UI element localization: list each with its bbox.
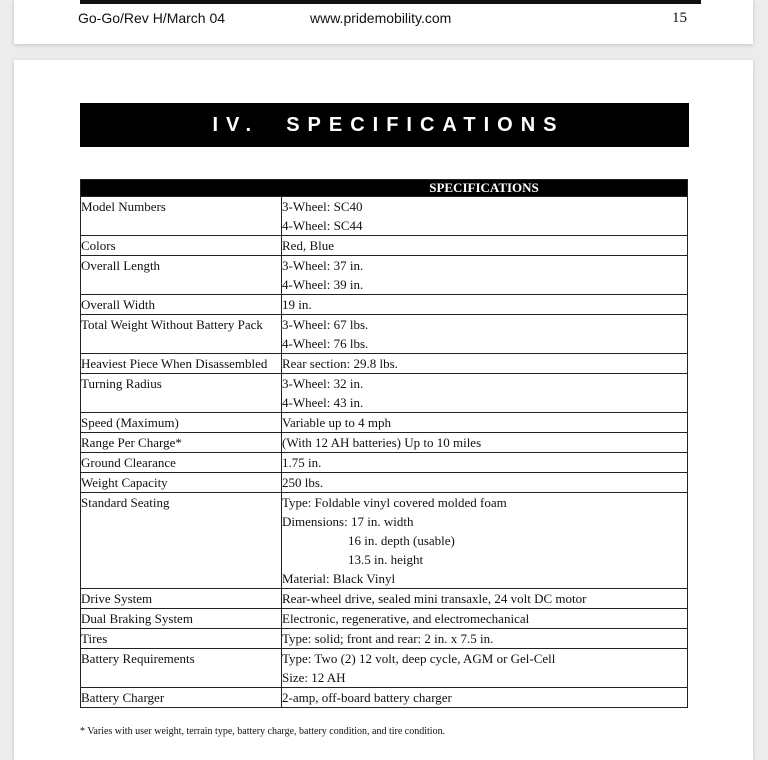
spec-value-line: 250 lbs. [282, 475, 324, 490]
spec-value [282, 295, 688, 315]
document-page [14, 60, 753, 760]
spec-value [282, 493, 688, 589]
header-document-id: Go-Go/Rev H/March 04 [78, 10, 226, 26]
spec-value-line: Type: solid; front and rear: 2 in. x 7.5 in. [282, 631, 494, 646]
table-row [81, 493, 688, 589]
spec-label [81, 315, 282, 354]
spec-label-text: Tires [81, 631, 108, 646]
spec-label-text: Range Per Charge* [81, 435, 182, 450]
table-row [81, 413, 688, 433]
spec-value [282, 688, 688, 708]
spec-value-line: 4-Wheel: SC44 [282, 218, 363, 233]
spec-label-text: Battery Requirements [81, 651, 195, 666]
spec-value-line: Rear-wheel drive, sealed mini transaxle, 24 volt DC motor [282, 591, 587, 606]
spec-label [81, 413, 282, 433]
spec-value-line: Type: Foldable vinyl covered molded foam [282, 495, 507, 510]
spec-value [282, 629, 688, 649]
spec-value-line: 2-amp, off-board battery charger [282, 690, 452, 705]
spec-value [282, 256, 688, 295]
spec-value-line: 1.75 in. [282, 455, 322, 470]
spec-value [282, 453, 688, 473]
spec-label [81, 493, 282, 589]
spec-value [282, 609, 688, 629]
spec-value-line: 3-Wheel: 32 in. [282, 376, 364, 391]
section-banner [80, 103, 689, 147]
spec-value-line: 4-Wheel: 43 in. [282, 395, 364, 410]
spec-value-line: Variable up to 4 mph [282, 415, 392, 430]
spec-value-line: 3-Wheel: SC40 [282, 199, 363, 214]
spec-label-text: Speed (Maximum) [81, 415, 179, 430]
spec-label-text: Overall Width [81, 297, 155, 312]
footnote: * Varies with user weight, terrain type, battery charge, battery condition, and tire condition. [80, 726, 446, 737]
spec-value [282, 354, 688, 374]
table-body [81, 197, 688, 708]
spec-label-text: Overall Length [81, 258, 161, 273]
spec-value [282, 413, 688, 433]
spec-label-text: Drive System [81, 591, 153, 606]
spec-value-line: 3-Wheel: 37 in. [282, 258, 364, 273]
spec-label-text: Dual Braking System [81, 611, 193, 626]
spec-label [81, 629, 282, 649]
spec-value-line: 13.5 in. height [348, 552, 424, 567]
spec-label-text: Heaviest Piece When Disassembled [81, 356, 268, 371]
spec-label [81, 688, 282, 708]
spec-label-text: Model Numbers [81, 199, 166, 214]
spec-value-line: 4-Wheel: 76 lbs. [282, 336, 369, 351]
spec-value [282, 236, 688, 256]
table-heading: SPECIFICATIONS [81, 180, 688, 197]
spec-label-text: Standard Seating [81, 495, 170, 510]
table-row [81, 453, 688, 473]
table-row [81, 629, 688, 649]
spec-label-text: Battery Charger [81, 690, 165, 705]
table-row [81, 374, 688, 413]
spec-value-line: 19 in. [282, 297, 312, 312]
table-row [81, 197, 688, 236]
table-row [81, 589, 688, 609]
section-title: IV. SPECIFICATIONS [212, 113, 565, 136]
spec-label [81, 473, 282, 493]
spec-value [282, 649, 688, 688]
table-row [81, 473, 688, 493]
spec-value [282, 589, 688, 609]
spec-value [282, 473, 688, 493]
spec-label [81, 453, 282, 473]
spec-value-line: Size: 12 AH [282, 670, 346, 685]
table-row [81, 609, 688, 629]
table-row [81, 433, 688, 453]
header-rule [80, 0, 701, 4]
spec-value-line: (With 12 AH batteries) Up to 10 miles [282, 435, 482, 450]
spec-label-text: Colors [81, 238, 116, 253]
spec-value-line: Type: Two (2) 12 volt, deep cycle, AGM or Gel-Cell [282, 651, 556, 666]
table-header-row [81, 180, 688, 197]
spec-label [81, 374, 282, 413]
spec-label-text: Turning Radius [81, 376, 162, 391]
table-row [81, 295, 688, 315]
table-row [81, 649, 688, 688]
spec-label [81, 236, 282, 256]
table-row [81, 354, 688, 374]
spec-label [81, 354, 282, 374]
spec-label-text: Total Weight Without Battery Pack [81, 317, 263, 332]
spec-value [282, 374, 688, 413]
table-row [81, 236, 688, 256]
header-page-number: 15 [672, 10, 687, 26]
spec-label [81, 295, 282, 315]
spec-value-line: Red, Blue [282, 238, 334, 253]
spec-value-line: Dimensions: 17 in. width [282, 514, 414, 529]
spec-label [81, 433, 282, 453]
spec-label [81, 609, 282, 629]
spec-value [282, 197, 688, 236]
spec-value [282, 433, 688, 453]
previous-page-bottom [14, 0, 753, 44]
spec-value-line: Rear section: 29.8 lbs. [282, 356, 398, 371]
specifications-table [80, 179, 688, 708]
spec-label [81, 197, 282, 236]
spec-value-line: 4-Wheel: 39 in. [282, 277, 364, 292]
spec-value-line: 3-Wheel: 67 lbs. [282, 317, 369, 332]
spec-value-line: Electronic, regenerative, and electromechanical [282, 611, 530, 626]
spec-label-text: Weight Capacity [81, 475, 168, 490]
spec-label [81, 589, 282, 609]
table-row [81, 688, 688, 708]
table-row [81, 315, 688, 354]
spec-value [282, 315, 688, 354]
spec-value-line: Material: Black Vinyl [282, 571, 396, 586]
spec-label-text: Ground Clearance [81, 455, 176, 470]
spec-label [81, 256, 282, 295]
spec-label [81, 649, 282, 688]
header-website: www.pridemobility.com [310, 10, 452, 26]
table-row [81, 256, 688, 295]
spec-value-line: 16 in. depth (usable) [348, 533, 455, 548]
